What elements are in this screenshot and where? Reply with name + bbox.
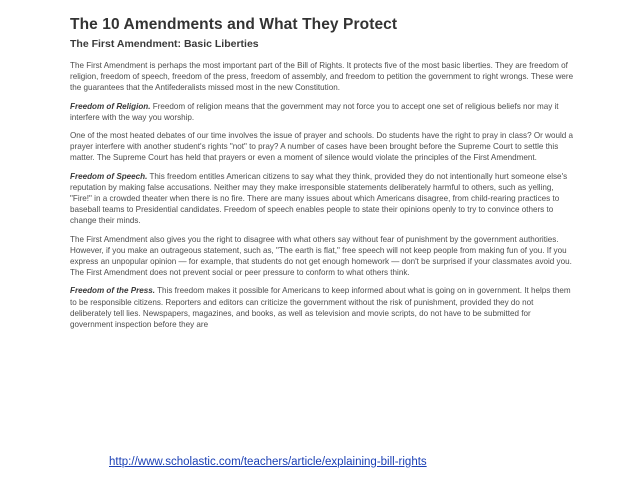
document-scan (64, 16, 579, 430)
paragraph-speech (70, 171, 575, 227)
paragraph-prayer (70, 130, 575, 164)
paragraph-text: One of the most heated debates of our time involves the issue of prayer and schools. Do students have the right to pray in class? Or would a prayer interfere with another student's rights "not" to pray? A number of cases have been brought before the Supreme Court to settle this matter. The Supreme Court has held that prayers or even a moment of silence would violate the principles of the First Amendment. (70, 131, 573, 163)
paragraph-text: Freedom of religion means that the government may not force you to accept one set of religious beliefs nor may it interfere with the way you worship. (70, 101, 559, 122)
source-link[interactable]: http://www.scholastic.com/teachers/article/explaining-bill-rights (109, 456, 427, 468)
paragraph-religion (70, 101, 575, 123)
paragraph-text: The First Amendment is perhaps the most important part of the Bill of Rights. It protects five of the most basic liberties. They are freedom of religion, freedom of speech, freedom of the press, freedom of assembly, and freedom to petition the government to right wrongs. These were the guarantees that the Antifederalists missed most in the new Constitution. (70, 61, 574, 93)
paragraph-intro (70, 60, 575, 94)
paragraph-lead: Freedom of Religion. (70, 101, 151, 111)
paragraph-lead: Freedom of the Press. (70, 286, 156, 296)
paragraph-lead: Freedom of Speech. (70, 171, 148, 181)
paragraph-text: This freedom entitles American citizens to say what they think, provided they do not intentionally hurt someone else's reputation by making false accusations. Neither may they make irresponsible statements deliberately harmful to others, such as yelling, "Fire!" in a crowded theater when there is no fire. There are many issues about which Americans disagree, from child-rearing practices to baseball teams to Presidential candidates. Freedom of speech enables people to state their opinions openly to try to convince others to change their minds. (70, 171, 568, 226)
paragraph-disagree (70, 234, 575, 279)
paragraph-text: This freedom makes it possible for Americans to keep informed about what is going on in government. It helps them to be responsible citizens. Reporters and editors can criticize the government without the risk of punishment, provided they do not deliberately tell lies. Newspapers, magazines, and books, as well as television and movie scripts, do not have to be submitted for government inspection before they are (70, 286, 571, 330)
paragraph-press (70, 285, 575, 330)
document-title: The 10 Amendments and What They Protect (70, 16, 398, 33)
document-subtitle: The First Amendment: Basic Liberties (70, 38, 259, 50)
paragraph-text: The First Amendment also gives you the right to disagree with what others say without fear of punishment by the government authorities. However, if you make an outrageous statement, such as, "The earth is flat," free speech will not keep people from making fun of you. If you express an unpopular opinion — for example, that students do not get enough homework — don't be surprised if your classmates avoid you. The First Amendment does not prevent social or peer pressure to conform to what others think. (70, 234, 572, 278)
